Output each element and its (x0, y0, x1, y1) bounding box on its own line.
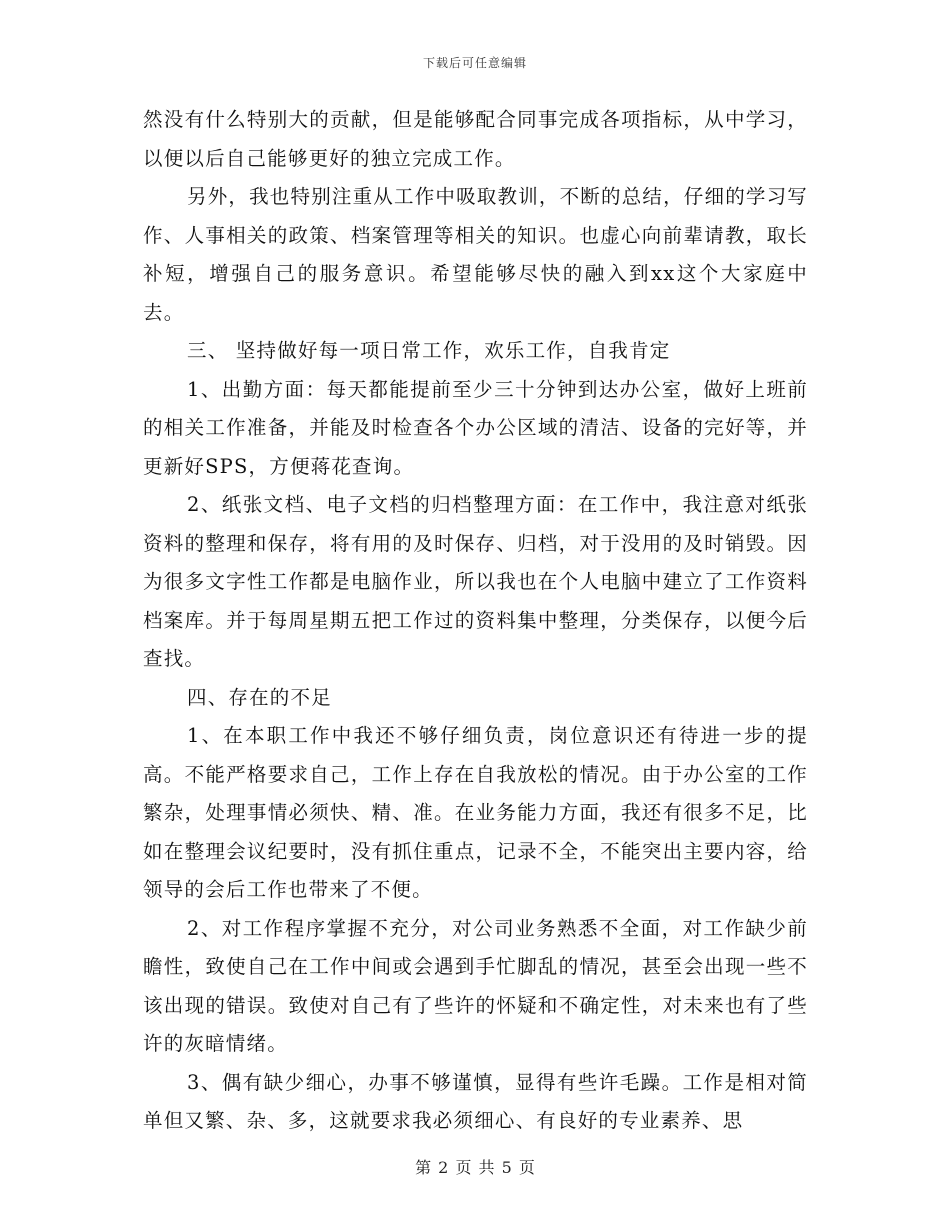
page-number-footer: 第 2 页 共 5 页 (415, 1158, 535, 1177)
paragraph: 3、偶有缺少细心，办事不够谨慎，显得有些许毛躁。工作是相对简单但又繁、杂、多，这就要求我必须细心、有良好的专业素养、思 (143, 1070, 808, 1132)
paragraph: 2、纸张文档、电子文档的归档整理方面：在工作中，我注意对纸张资料的整理和保存，将有用的及时保存、归档，对于没用的及时销毁。因为很多文字性工作都是电脑作业，所以我也在个人电脑中建立了工作资料档案库。并于每周星期五把工作过的资料集中整理，分类保存，以便今后查找。 (143, 493, 808, 670)
document-body (143, 101, 808, 1141)
page-header-note: 下载后可任意编辑 (422, 56, 527, 70)
paragraph: 2、对工作程序掌握不充分，对公司业务熟悉不全面，对工作缺少前瞻性，致使自己在工作中间或会遇到手忙脚乱的情况，甚至会出现一些不该出现的错误。致使对自己有了些许的怀疑和不确定性，对未来也有了些许的灰暗情绪。 (143, 916, 808, 1055)
section-heading: 四、存在的不足 (187, 685, 332, 709)
paragraph-continuation: 然没有什么特别大的贡献，但是能够配合同事完成各项指标，从中学习，以便以后自己能够更好的独立完成工作。 (143, 108, 808, 170)
section-heading: 三、 坚持做好每一项日常工作，欢乐工作，自我肯定 (187, 339, 671, 362)
paragraph: 另外，我也特别注重从工作中吸取教训，不断的总结，仔细的学习写作、人事相关的政策、档案管理等相关的知识。也虚心向前辈请教，取长补短，增强自己的服务意识。希望能够尽快的融入到xx这个大家庭中去。 (143, 185, 809, 324)
paragraph: 1、在本职工作中我还不够仔细负责，岗位意识还有待进一步的提高。不能严格要求自己，工作上存在自我放松的情况。由于办公室的工作繁杂，处理事情必须快、精、准。在业务能力方面，我还有很多不足，比如在整理会议纪要时，没有抓住重点，记录不全，不能突出主要内容，给领导的会后工作也带来了不便。 (143, 724, 808, 901)
paragraph: 1、出勤方面：每天都能提前至少三十分钟到达办公室，做好上班前的相关工作准备，并能及时检查各个办公区域的清洁、设备的完好等，并更新好SPS，方便蒋花查询。 (143, 377, 808, 478)
